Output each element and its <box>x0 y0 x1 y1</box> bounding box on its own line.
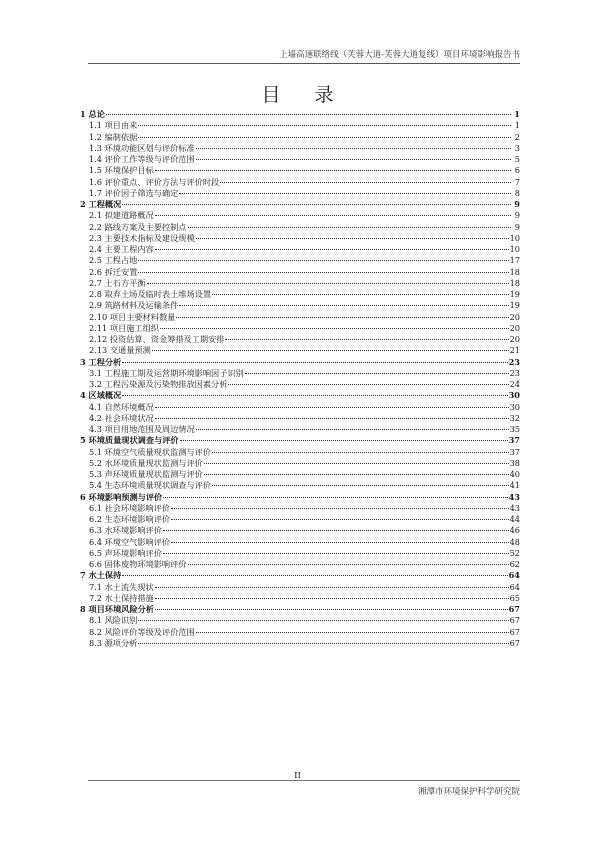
toc-entry-title: 4 区域概况 <box>80 390 122 401</box>
toc-chapter-entry[interactable] <box>80 199 520 210</box>
toc-entry-title: 2.9 筑路材料及运输条件 <box>89 300 179 311</box>
toc-entry-title: 5.2 水环境质量现状监测与评价 <box>89 457 203 468</box>
toc-entry-title: 7.2 水土保持措施 <box>89 592 154 603</box>
toc-section-entry[interactable] <box>80 379 520 390</box>
toc-dot-leader <box>152 350 509 351</box>
toc-section-entry[interactable] <box>80 334 520 345</box>
toc-entry-title: 3.2 工程污染源及污染物排放因素分析 <box>89 379 228 389</box>
toc-section-entry[interactable] <box>80 143 520 154</box>
toc-chapter-entry[interactable] <box>80 604 520 615</box>
toc-dot-leader <box>220 182 511 183</box>
toc-section-entry[interactable] <box>80 165 520 176</box>
toc-page-number: 38 <box>509 457 520 468</box>
toc-page-number: 19 <box>509 289 520 299</box>
toc-section-entry[interactable] <box>80 469 520 480</box>
toc-page-number: 17 <box>509 255 520 266</box>
toc-dot-leader <box>180 440 508 441</box>
toc-page-number: 1 <box>514 120 520 131</box>
toc-section-entry[interactable] <box>80 593 520 604</box>
toc-entry-title: 1.1 项目由来 <box>89 120 138 131</box>
toc-page-number: 20 <box>509 334 520 344</box>
toc-section-entry[interactable] <box>80 300 520 311</box>
toc-section-entry[interactable] <box>80 458 520 469</box>
toc-page-number: 6 <box>514 165 520 176</box>
toc-entry-title: 6 环境影响预测与评价 <box>80 491 163 502</box>
toc-chapter-entry[interactable] <box>80 109 520 120</box>
toc-entry-title: 2.8 取弃土场及临时表土堆场设置 <box>89 289 212 299</box>
toc-entry-title: 2.6 拆迁安置 <box>89 266 138 277</box>
toc-page-number: 30 <box>509 401 520 412</box>
toc-entry-title: 2.7 土石方平衡 <box>89 277 146 288</box>
toc-page-number: 32 <box>509 412 520 423</box>
toc-chapter-entry[interactable] <box>80 492 520 503</box>
toc-dot-leader <box>212 485 509 486</box>
toc-page-number: 67 <box>509 626 520 637</box>
toc-dot-leader <box>138 643 508 644</box>
toc-entry-title: 3 工程分析 <box>80 356 122 367</box>
toc-page-number: 9 <box>514 221 520 232</box>
page-title: 目 录 <box>261 84 348 106</box>
toc-page-number: 9 <box>514 210 520 221</box>
toc-chapter-entry[interactable] <box>80 357 520 368</box>
toc-entry-title: 4.1 自然环境概况 <box>89 401 154 412</box>
toc-page-number: 44 <box>509 514 520 524</box>
toc-entry-title: 4.3 项目用地范围及周边情况 <box>89 424 195 434</box>
toc-page-number: 64 <box>509 581 520 592</box>
toc-entry-title: 2 工程概况 <box>80 199 122 209</box>
toc-section-entry[interactable] <box>80 154 520 165</box>
toc-section-entry[interactable] <box>80 503 520 514</box>
toc-dot-leader <box>155 407 509 408</box>
toc-dot-leader <box>155 418 509 419</box>
toc-page-number: 18 <box>509 277 520 288</box>
toc-page-number: 67 <box>508 604 520 614</box>
toc-dot-leader <box>138 137 511 138</box>
toc-entry-title: 8 项目环境风险分析 <box>80 604 155 614</box>
toc-section-entry[interactable] <box>80 132 520 143</box>
toc-page-number: 5 <box>514 154 520 164</box>
toc-page-number: 19 <box>509 300 520 311</box>
toc-dot-leader <box>155 598 509 599</box>
toc-dot-leader <box>196 159 511 160</box>
toc-entry-title: 6.5 声环境影响评价 <box>89 547 162 558</box>
toc-dot-leader <box>106 114 511 115</box>
toc-dot-leader <box>155 170 511 171</box>
toc-section-entry[interactable] <box>80 615 520 626</box>
toc-entry-title: 2.11 项目施工组织 <box>89 322 159 333</box>
toc-page-number: 37 <box>509 446 520 457</box>
toc-section-entry[interactable] <box>80 210 520 221</box>
running-header: 上墙高速联络线（芙蓉大道-芙蓉大道复线）项目环境影响报告书 <box>88 48 520 64</box>
toc-page-number: 30 <box>508 390 520 401</box>
toc-section-entry[interactable] <box>80 638 520 649</box>
toc-entry-title: 2.1 拟建道路概况 <box>89 210 154 221</box>
toc-entry-title: 2.4 主要工程内容 <box>89 244 154 254</box>
toc-entry-title: 5.3 声环境质量现状监测与评价 <box>89 469 203 479</box>
toc-dot-leader <box>176 317 508 318</box>
toc-dot-leader <box>160 328 509 329</box>
toc-entry-title: 2.3 主要技术指标及建设规模 <box>89 232 195 243</box>
toc-entry-title: 6.4 环境空气影响评价 <box>89 536 171 547</box>
toc-dot-leader <box>228 384 508 385</box>
toc-entry-title: 7 水土保持 <box>80 570 122 581</box>
toc-dot-leader <box>138 125 511 126</box>
toc-section-entry[interactable] <box>80 177 520 188</box>
toc-dot-leader <box>204 463 509 464</box>
toc-dot-leader <box>212 294 509 295</box>
toc-dot-leader <box>155 609 508 610</box>
toc-entry-title: 6.6 固体废物环境影响评价 <box>89 559 187 569</box>
toc-page-number: 2 <box>514 131 520 142</box>
toc-entry-title: 1.4 评价工作等级与评价范围 <box>89 154 195 164</box>
toc-section-entry[interactable] <box>80 537 520 548</box>
toc-dot-leader <box>155 249 509 250</box>
toc-entry-title: 8.2 风险评价等级及评价范围 <box>89 626 195 637</box>
toc-entry-title: 5 环境质量现状调查与评价 <box>80 435 179 446</box>
toc-section-entry[interactable] <box>80 525 520 536</box>
toc-page-number: 20 <box>509 322 520 333</box>
toc-dot-leader <box>122 204 511 205</box>
toc-dot-leader <box>196 632 509 633</box>
toc-section-entry[interactable] <box>80 548 520 559</box>
toc-page-number: 35 <box>509 424 520 434</box>
toc-dot-leader <box>212 452 509 453</box>
toc-page-number: 23 <box>508 356 520 367</box>
toc-page-number: 3 <box>514 142 520 153</box>
toc-page-number: 46 <box>509 525 520 536</box>
toc-entry-title: 3.1 工程施工期及运营期环境影响因子识别 <box>89 367 244 378</box>
toc-dot-leader <box>138 260 508 261</box>
toc-section-entry[interactable] <box>80 255 520 266</box>
toc-page-number: 23 <box>509 367 520 378</box>
toc-page-number: 21 <box>509 345 520 356</box>
toc-entry-title: 1 总论 <box>80 109 105 119</box>
toc-section-entry[interactable] <box>80 188 520 199</box>
toc-dot-leader <box>155 587 509 588</box>
toc-section-entry[interactable] <box>80 312 520 323</box>
toc-dot-leader <box>171 508 508 509</box>
toc-page-number: 67 <box>509 637 520 648</box>
toc-entry-title: 1.2 编制依据 <box>89 131 138 142</box>
toc-dot-leader <box>163 530 509 531</box>
toc-page-number: 43 <box>509 502 520 513</box>
toc-dot-leader <box>122 395 507 396</box>
toc-dot-leader <box>122 362 507 363</box>
toc-page-number: 7 <box>514 176 520 187</box>
toc-page-number: 8 <box>514 187 520 198</box>
toc-section-entry[interactable] <box>80 402 520 413</box>
toc-dot-leader <box>138 620 508 621</box>
toc-entry-title: 2.5 工程占地 <box>89 255 138 266</box>
toc-section-entry[interactable] <box>80 627 520 638</box>
toc-entry-title: 5.1 环境空气质量现状监测与评价 <box>89 446 212 457</box>
toc-dot-leader <box>196 429 509 430</box>
toc-section-entry[interactable] <box>80 424 520 435</box>
toc-dot-leader <box>122 575 507 576</box>
toc-dot-leader <box>204 474 509 475</box>
toc-section-entry[interactable] <box>80 582 520 593</box>
toc-page-number: 24 <box>509 379 520 389</box>
toc-entry-title: 2.12 投资估算、资金筹措及工期安排 <box>89 334 225 344</box>
toc-section-entry[interactable] <box>80 480 520 491</box>
toc-section-entry[interactable] <box>80 447 520 458</box>
table-of-contents <box>80 109 520 649</box>
toc-entry-title: 8.3 源项分析 <box>89 637 138 648</box>
toc-dot-leader <box>138 272 508 273</box>
toc-page-number: 48 <box>509 536 520 547</box>
toc-dot-leader <box>196 238 509 239</box>
toc-entry-title: 1.7 评价因子筛选与确定 <box>89 187 179 198</box>
toc-entry-title: 5.4 生态环境质量现状调查与评价 <box>89 480 212 491</box>
toc-entry-title: 1.5 环境保护目标 <box>89 165 154 176</box>
toc-entry-title: 4.2 社会环境状况 <box>89 412 154 423</box>
toc-dot-leader <box>188 564 509 565</box>
toc-page-number: 62 <box>509 559 520 569</box>
toc-page-number: 9 <box>514 199 520 209</box>
toc-dot-leader <box>163 497 507 498</box>
toc-page-number: 40 <box>509 469 520 479</box>
toc-section-entry[interactable] <box>80 323 520 334</box>
toc-section-entry[interactable] <box>80 278 520 289</box>
toc-page-number: 37 <box>508 435 520 446</box>
toc-dot-leader <box>196 148 511 149</box>
toc-page-number: 41 <box>509 480 520 491</box>
toc-dot-leader <box>188 227 512 228</box>
toc-page-number: 43 <box>508 491 520 502</box>
toc-page-number: 1 <box>514 109 520 119</box>
toc-entry-title: 1.3 环境功能区划与评价标准 <box>89 142 195 153</box>
toc-dot-leader <box>225 339 508 340</box>
toc-entry-title: 6.2 生态环境影响评价 <box>89 514 171 524</box>
toc-section-entry[interactable] <box>80 222 520 233</box>
toc-section-entry[interactable] <box>80 514 520 525</box>
toc-entry-title: 2.10 项目主要材料数量 <box>89 311 176 322</box>
toc-page-number: 65 <box>509 592 520 603</box>
toc-section-entry[interactable] <box>80 289 520 300</box>
toc-dot-leader <box>171 542 508 543</box>
toc-page-number: 18 <box>509 266 520 277</box>
toc-section-entry[interactable] <box>80 233 520 244</box>
footer-organization: 湘潭市环境保护科学研究院 <box>417 787 520 797</box>
toc-section-entry[interactable] <box>80 345 520 356</box>
toc-dot-leader <box>171 519 508 520</box>
toc-page-number: 10 <box>509 244 520 254</box>
toc-dot-leader <box>163 553 509 554</box>
toc-entry-title: 2.13 交通量预测 <box>89 345 151 356</box>
toc-section-entry[interactable] <box>80 559 520 570</box>
toc-entry-title: 1.6 评价重点、评价方法与评价时段 <box>89 176 220 187</box>
toc-page-number: 67 <box>509 615 520 626</box>
toc-dot-leader <box>245 373 509 374</box>
toc-entry-title: 7.1 水土流失现状 <box>89 581 154 592</box>
toc-chapter-entry[interactable] <box>80 570 520 581</box>
toc-chapter-entry[interactable] <box>80 390 520 401</box>
toc-section-entry[interactable] <box>80 413 520 424</box>
toc-page-number: 64 <box>508 570 520 581</box>
toc-section-entry[interactable] <box>80 244 520 255</box>
toc-entry-title: 2.2 路线方案及主要控制点 <box>89 221 187 232</box>
toc-chapter-entry[interactable] <box>80 435 520 446</box>
toc-entry-title: 8.1 风险识别 <box>89 615 138 626</box>
toc-page-number: 52 <box>509 547 520 558</box>
page-number: II <box>294 771 301 781</box>
toc-dot-leader <box>147 283 509 284</box>
footer-divider <box>88 780 520 781</box>
toc-section-entry[interactable] <box>80 267 520 278</box>
toc-page-number: 20 <box>509 311 520 322</box>
toc-page-number: 10 <box>509 232 520 243</box>
toc-entry-title: 6.1 社会环境影响评价 <box>89 502 171 513</box>
toc-dot-leader <box>179 305 508 306</box>
toc-dot-leader <box>179 193 511 194</box>
toc-section-entry[interactable] <box>80 120 520 131</box>
toc-section-entry[interactable] <box>80 368 520 379</box>
toc-dot-leader <box>155 215 511 216</box>
toc-entry-title: 6.3 水环境影响评价 <box>89 525 162 536</box>
